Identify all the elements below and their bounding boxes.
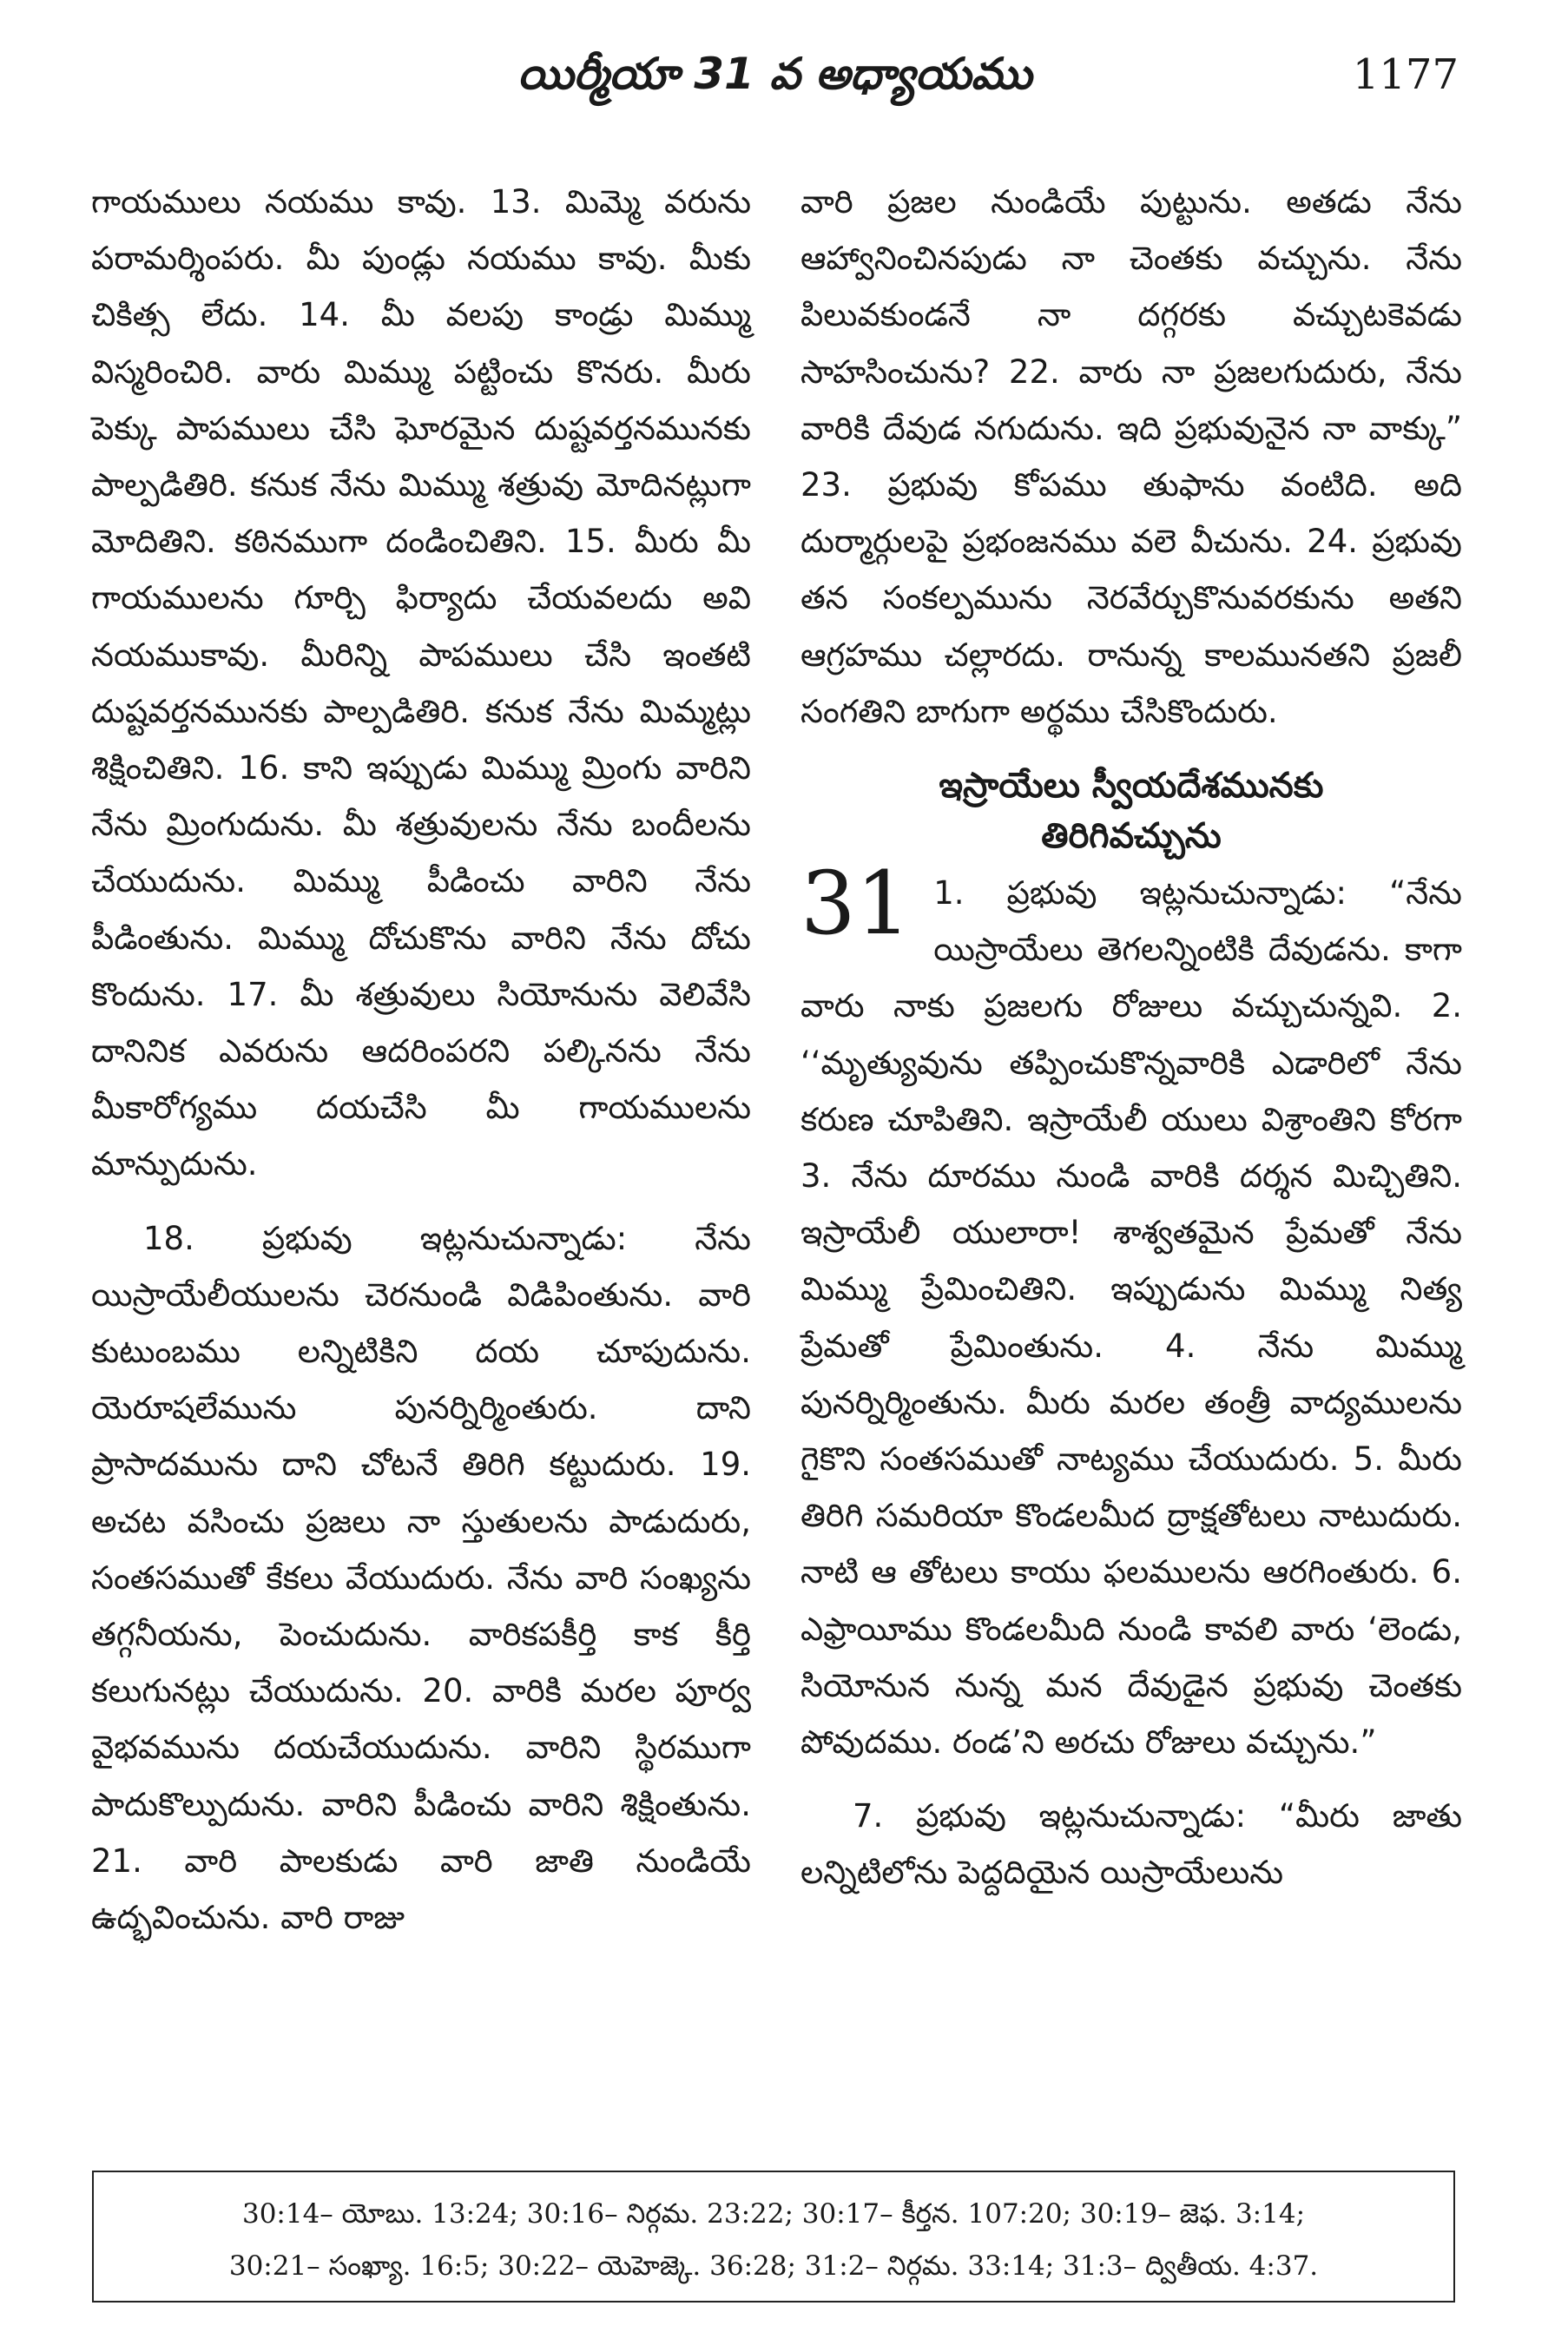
cross-reference-line: 30:21– సంఖ్యా. 16:5; 30:22– యెహెజ్కె. 36:28; 31:2– నిర్గమ. 33:14; 31:3– ద్వితీయ. 4:37.	[228, 2250, 1319, 2282]
cross-references-box	[92, 2171, 1455, 2303]
paragraph: 18. ప్రభువు ఇట్లనుచున్నాడు: నేను యిస్రాయేలీయులను చెరనుండి విడిపింతును. వారి కుటుంబము లన్నిటికిని దయ చూపుదును. యెరూషలేమును పునర్నిర్మింతురు. దాని ప్రాసాదమును దాని చోటనే తిరిగి కట్టుదురు. 19. అచట వసించు ప్రజలు నా స్తుతులను పాడుదురు, సంతసముతో కేకలు వేయుదురు. నేను వారి సంఖ్యను తగ్గనీయను, పెంచుదును. వారికపకీర్తి కాక కీర్తి కలుగునట్లు చేయుదును. 20. వారికి మరల పూర్వ వైభవమును దయచేయుదును. వారిని స్థిరముగా పాదుకొల్పుదును. వారిని పీడించు వారిని శిక్షింతును. 21. వారి పాలకుడు వారి జాతి నుండియే ఉద్భవించును. వారి రాజు	[91, 1219, 751, 1937]
left-column	[91, 174, 751, 1946]
section-heading	[800, 761, 1462, 861]
chapter-start-paragraph	[800, 853, 1462, 1770]
section-heading-line: తిరిగివచ్చును	[1041, 816, 1222, 857]
page-header	[91, 42, 1459, 128]
paragraph: 7. ప్రభువు ఇట్లనుచున్నాడు: “మీరు జాతు లన్నిటిలోను పెద్దదియైన యిస్రాయేలును	[800, 1797, 1462, 1892]
paragraph-text: 1. ప్రభువు ఇట్లనుచున్నాడు: “నేను యిస్రాయేలు తెగలన్నింటికి దేవుడను. కాగా వారు నాకు ప్రజలగు రోజులు వచ్చుచున్నవి. 2. ‘‘మృత్యువును తప్పించుకొన్నవారికి ఎడారిలో నేను కరుణ చూపితిని. ఇస్రాయేలీ యులు విశ్రాంతిని కోరగా 3. నేను దూరము నుండి వారికి దర్శన మిచ్చితిని. ఇస్రాయేలీ యులారా! శాశ్వతమైన ప్రేమతో నేను మిమ్ము ప్రేమించితిని. ఇప్పుడును మిమ్ము నిత్య ప్రేమతో ప్రేమింతును. 4. నేను మిమ్ము పునర్నిర్మింతును. మీరు మరల తంత్రీ వాద్యములను గైకొని సంతసముతో నాట్యము చేయుదురు. 5. మీరు తిరిగి సమరియా కొండలమీద ద్రాక్షతోటలు నాటుదురు. నాటి ఆ తోటలు కాయు ఫలములను ఆరగింతురు. 6. ఎఫ్రాయీము కొండలమీది నుండి కావలి వారు ‘లెండు, సియోనున నున్న మన దేవుడైన ప్రభువు చెంతకు పోవుదము. రండ’ని అరచు రోజులు వచ్చును.”	[800, 874, 1462, 1762]
paragraph: గాయములు నయము కావు. 13. మిమ్మె వరును పరామర్శింపరు. మీ పుండ్లు నయము కావు. మీకు చికిత్స లేదు. 14. మీ వలపు కాండ్రు మిమ్ము విస్మరించిరి. వారు మిమ్ము పట్టించు కొనరు. మీరు పెక్కు పాపములు చేసి ఘోరమైన దుష్టవర్తనమునకు పాల్పడితిరి. కనుక నేను మిమ్ము శత్రువు మోదినట్లుగా మోదితిని. కఠినముగా దండించితిని. 15. మీరు మీ గాయములను గూర్చి ఫిర్యాదు చేయవలదు అవి నయముకావు. మీరిన్ని పాపములు చేసి ఇంతటి దుష్టవర్తనమునకు పాల్పడితిరి. కనుక నేను మిమ్మట్లు శిక్షించితిని. 16. కాని ఇప్పుడు మిమ్ము మ్రింగు వారిని నేను మ్రింగుదును. మీ శత్రువులను నేను బందీలను చేయుదును. మిమ్ము పీడించు వారిని నేను పీడింతును. మిమ్ము దోచుకొను వారిని నేను దోచు కొందును. 17. మీ శత్రువులు సియోనును వెలివేసి దానినిక ఎవరును ఆదరింపరని పల్కినను నేను మీకారోగ్యము దయచేసి మీ గాయములను మాన్పుదును.	[91, 183, 751, 1183]
section-heading-line: ఇస్రాయేలు స్వీయదేశమునకు	[939, 766, 1324, 807]
chapter-title: యిర్మీయా 31 వ అధ్యాయము	[517, 49, 1032, 99]
right-column	[800, 174, 1462, 1901]
cross-reference-line: 30:14– యోబు. 13:24; 30:16– నిర్గమ. 23:22; 30:17– కీర్తన. 107:20; 30:19– జెఫ. 3:14;	[241, 2198, 1306, 2230]
page-number: 1177	[1352, 50, 1459, 99]
paragraph: వారి ప్రజల నుండియే పుట్టును. అతడు నేను ఆహ్వానించినపుడు నా చెంతకు వచ్చును. నేను పిలువకుండనే నా దగ్గరకు వచ్చుటకెవడు సాహసించును? 22. వారు నా ప్రజలగుదురు, నేను వారికి దేవుడ నగుదును. ఇది ప్రభువునైన నా వాక్కు” 23. ప్రభువు కోపము తుఫాను వంటిది. అది దుర్మార్గులపై ప్రభంజనము వలె వీచును. 24. ప్రభువు తన సంకల్పమును నెరవేర్చుకొనువరకును అతని ఆగ్రహము చల్లారదు. రానున్న కాలమునతని ప్రజలీ సంగతిని బాగుగా అర్థము చేసికొందురు.	[800, 183, 1462, 730]
chapter-drop-numeral: 31	[800, 853, 912, 955]
